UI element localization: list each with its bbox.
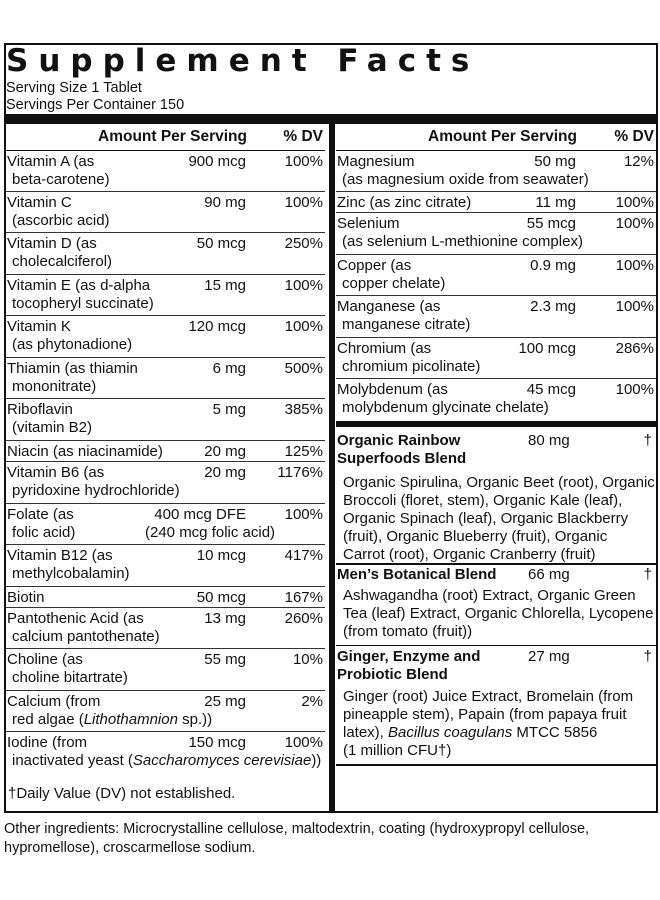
blend-name: Ginger, Enzyme and	[337, 648, 481, 665]
ingredient-line: (fruit), Organic Blueberry (fruit), Organic	[343, 528, 608, 545]
nutrient-source	[12, 711, 212, 729]
nutrient-dv: 260%	[284, 610, 323, 627]
nutrient-name: Vitamin K	[7, 318, 71, 335]
nutrient-name: Molybdenum (as	[337, 381, 448, 398]
nutrient-source: pyridoxine hydrochloride)	[12, 482, 180, 499]
blend-organic-rainbow	[336, 427, 656, 563]
source-species: Saccharomyces cerevisiae	[132, 752, 312, 769]
footnote-divider	[336, 764, 656, 766]
nutrient-name: Vitamin E (as d-alpha	[7, 277, 151, 294]
ingredient-line: Carrot (root), Organic Cranberry (fruit)	[343, 546, 596, 563]
nutrient-dv: 100%	[284, 318, 323, 335]
nutrient-row-chromium	[336, 338, 656, 379]
nutrient-dv: 385%	[284, 401, 323, 418]
nutrient-dv: 10%	[292, 651, 323, 668]
nutrient-amount: 50 mcg	[196, 589, 246, 606]
ingredient-line: Tea (leaf) Extract, Organic Chlorella, Lycopene	[343, 604, 654, 622]
blend-mens-botanical	[336, 565, 656, 645]
nutrient-name: Niacin (as niacinamide)	[7, 443, 163, 460]
right-column-header	[336, 124, 656, 151]
nutrient-dv: 100%	[284, 277, 323, 294]
blend-ginger-enzyme-probiotic	[336, 646, 656, 764]
nutrient-dv: 100%	[284, 506, 323, 523]
nutrient-dv: 1176%	[277, 464, 323, 481]
blend-amount: 80 mg	[528, 432, 570, 449]
nutrient-dv: 417%	[284, 547, 323, 564]
nutrient-row-iodine	[6, 732, 325, 774]
nutrient-amount: 50 mg	[534, 153, 576, 170]
nutrient-row-vitamin-e	[6, 275, 325, 316]
blend-ingredients	[343, 587, 656, 641]
nutrient-dv: 100%	[284, 194, 323, 211]
other-ingredients	[4, 820, 589, 858]
nutrient-amount: 11 mg	[535, 194, 576, 211]
nutrient-row-calcium	[6, 691, 325, 732]
nutrient-row-vitamin-k	[6, 316, 325, 358]
nutrient-source: (vitamin B2)	[12, 419, 93, 436]
nutrient-source: (ascorbic acid)	[12, 212, 110, 229]
left-column	[6, 124, 325, 774]
nutrient-name: Vitamin C	[7, 194, 72, 211]
nutrient-row-vitamin-b6	[6, 462, 325, 504]
nutrient-name: Pantothenic Acid (as	[7, 610, 144, 627]
nutrient-source	[12, 752, 321, 770]
nutrient-dv: 100%	[615, 215, 654, 232]
nutrient-name: Vitamin A (as	[7, 153, 95, 170]
source-text: ))	[311, 752, 322, 769]
nutrient-source: folic acid)	[12, 524, 76, 541]
blend-dv-dagger: †	[643, 648, 652, 665]
nutrient-dv: 2%	[301, 693, 323, 710]
nutrient-amount: 45 mcg	[526, 381, 576, 398]
nutrient-dv: 100%	[615, 298, 654, 315]
nutrient-source: choline bitartrate)	[12, 669, 128, 686]
amount-per-serving-header: Amount Per Serving	[98, 128, 247, 145]
nutrient-name: Biotin	[7, 589, 45, 606]
blend-dv-dagger: †	[643, 432, 652, 449]
left-column-header	[6, 124, 325, 151]
nutrient-row-copper	[336, 255, 656, 296]
nutrient-dv: 167%	[284, 589, 323, 606]
nutrient-row-riboflavin	[6, 399, 325, 441]
nutrient-amount: 6 mg	[212, 360, 246, 377]
nutrient-source: (as magnesium oxide from seawater)	[342, 171, 589, 188]
nutrient-row-vitamin-a	[6, 151, 325, 192]
nutrient-name: Vitamin B6 (as	[7, 464, 105, 481]
other-ingredients-line: Other ingredients: Microcrystalline cellulose, maltodextrin, coating (hydroxypropyl cellulose,	[4, 821, 590, 837]
nutrient-source: (as phytonadione)	[12, 336, 133, 353]
ingredient-line	[343, 724, 656, 742]
nutrient-amount: 900 mcg	[188, 153, 246, 170]
serving-size: Serving Size 1 Tablet	[6, 80, 142, 96]
nutrient-row-choline	[6, 649, 325, 691]
panel-title: Supplement Facts	[6, 43, 480, 79]
source-text: red algae (	[12, 711, 84, 728]
nutrient-dv: 100%	[615, 257, 654, 274]
column-divider	[329, 124, 335, 812]
nutrient-dv: 100%	[284, 153, 323, 170]
blend-name: Superfoods Blend	[337, 450, 467, 467]
nutrient-row-magnesium	[336, 151, 656, 192]
nutrient-name: Calcium (from	[7, 693, 101, 710]
blend-amount: 66 mg	[528, 565, 570, 583]
ingredient-line: Broccoli (floret, stem), Organic Kale (leaf),	[343, 492, 623, 509]
nutrient-name: Vitamin B12 (as	[7, 547, 113, 564]
nutrient-row-manganese	[336, 296, 656, 338]
nutrient-source: cholecalciferol)	[12, 253, 113, 270]
nutrient-row-biotin	[6, 587, 325, 608]
nutrient-dv: 100%	[615, 381, 654, 398]
blend-name: Men’s Botanical Blend	[337, 565, 497, 583]
nutrient-row-folate	[6, 504, 325, 545]
nutrient-name: Thiamin (as thiamin	[7, 360, 138, 377]
nutrient-amount: 55 mg	[204, 651, 246, 668]
nutrient-row-vitamin-b12	[6, 545, 325, 587]
top-thick-rule	[5, 114, 657, 124]
nutrient-dv: 286%	[615, 340, 654, 357]
ingredient-text: MTCC 5856	[512, 724, 598, 741]
ingredient-line: Organic Spirulina, Organic Beet (root), Organic	[343, 474, 655, 491]
nutrient-amount: 2.3 mg	[530, 298, 576, 315]
nutrient-amount: 20 mg	[204, 464, 246, 481]
nutrient-source: beta-carotene)	[12, 171, 110, 188]
ingredient-line: Ashwagandha (root) Extract, Organic Green	[343, 586, 636, 604]
source-text: sp.))	[177, 711, 213, 728]
daily-value-footnote: †Daily Value (DV) not established.	[8, 785, 236, 802]
nutrient-name: Folate (as	[7, 506, 74, 523]
nutrient-source: copper chelate)	[342, 275, 446, 292]
nutrient-amount: 25 mg	[204, 693, 246, 710]
nutrient-source: molybdenum glycinate chelate)	[342, 399, 549, 416]
nutrient-row-niacin	[6, 441, 325, 462]
nutrient-amount: 20 mg	[204, 443, 246, 460]
ingredient-line: Ginger (root) Juice Extract, Bromelain (from	[343, 688, 634, 705]
nutrient-dv: 100%	[284, 734, 323, 751]
nutrient-dv: 100%	[615, 194, 654, 211]
blend-name: Organic Rainbow	[337, 432, 461, 449]
nutrient-amount: 15 mg	[204, 277, 246, 294]
nutrient-amount: 50 mcg	[196, 235, 246, 252]
other-ingredients-line: hypromellose), croscarmellose sodium.	[4, 840, 256, 856]
ingredient-line: Organic Spinach (leaf), Organic Blackberry	[343, 510, 629, 527]
nutrient-name: Manganese (as	[337, 298, 441, 315]
nutrient-row-vitamin-d	[6, 233, 325, 275]
nutrient-name: Riboflavin	[7, 401, 73, 418]
nutrient-source: methylcobalamin)	[12, 565, 130, 582]
nutrient-amount: 120 mcg	[188, 318, 246, 335]
nutrient-amount-note: (240 mcg folic acid)	[145, 524, 276, 541]
blend-amount: 27 mg	[528, 648, 570, 665]
nutrient-amount: 10 mcg	[196, 547, 246, 564]
servings-per-container: Servings Per Container 150	[6, 97, 185, 113]
source-species: Lithothamnion	[83, 711, 178, 728]
nutrient-row-molybdenum	[336, 379, 656, 421]
nutrient-amount: 400 mcg DFE	[154, 506, 246, 523]
nutrient-amount: 5 mg	[212, 401, 246, 418]
nutrient-source: mononitrate)	[12, 378, 97, 395]
dv-header: % DV	[283, 128, 323, 145]
right-column	[336, 124, 656, 766]
probiotic-species: Bacillus coagulans	[388, 724, 513, 741]
source-text: inactivated yeast (	[12, 752, 133, 769]
dv-header: % DV	[614, 128, 654, 145]
nutrient-amount: 150 mcg	[188, 734, 246, 751]
nutrient-name: Magnesium	[337, 153, 415, 170]
nutrient-source: chromium picolinate)	[342, 358, 481, 375]
nutrient-row-selenium	[336, 213, 656, 255]
nutrient-row-zinc	[336, 192, 656, 213]
nutrient-amount: 13 mg	[204, 610, 246, 627]
blend-ingredients	[343, 688, 656, 760]
blend-dv-dagger: †	[643, 565, 652, 583]
ingredient-line: (from tomato (fruit))	[343, 622, 473, 640]
ingredient-line: pineapple stem), Papain (from papaya fruit	[343, 706, 627, 723]
nutrient-amount: 100 mcg	[518, 340, 576, 357]
nutrient-amount: 90 mg	[204, 194, 246, 211]
nutrient-name: Choline (as	[7, 651, 83, 668]
nutrient-amount: 0.9 mg	[530, 257, 576, 274]
blend-name: Probiotic Blend	[337, 666, 448, 683]
nutrient-source: calcium pantothenate)	[12, 628, 160, 645]
nutrient-dv: 250%	[284, 235, 323, 252]
nutrient-name: Vitamin D (as	[7, 235, 97, 252]
nutrient-row-vitamin-c	[6, 192, 325, 233]
ingredient-line: (1 million CFU†)	[343, 742, 452, 759]
nutrient-name: Selenium	[337, 215, 400, 232]
nutrient-name: Copper (as	[337, 257, 412, 274]
nutrient-source: manganese citrate)	[342, 316, 471, 333]
nutrient-name: Chromium (as	[337, 340, 432, 357]
nutrient-dv: 125%	[284, 443, 323, 460]
nutrient-row-thiamin	[6, 358, 325, 399]
nutrient-name: Zinc (as zinc citrate)	[337, 194, 472, 211]
nutrient-source: tocopheryl succinate)	[12, 295, 154, 312]
nutrient-name: Iodine (from	[7, 734, 88, 751]
amount-per-serving-header: Amount Per Serving	[428, 128, 577, 145]
nutrient-dv: 500%	[284, 360, 323, 377]
nutrient-dv: 12%	[623, 153, 654, 170]
blend-ingredients	[343, 474, 656, 564]
ingredient-text: latex),	[343, 724, 389, 741]
nutrient-row-pantothenic-acid	[6, 608, 325, 649]
nutrient-amount: 55 mcg	[526, 215, 576, 232]
nutrient-source: (as selenium L-methionine complex)	[342, 233, 583, 250]
